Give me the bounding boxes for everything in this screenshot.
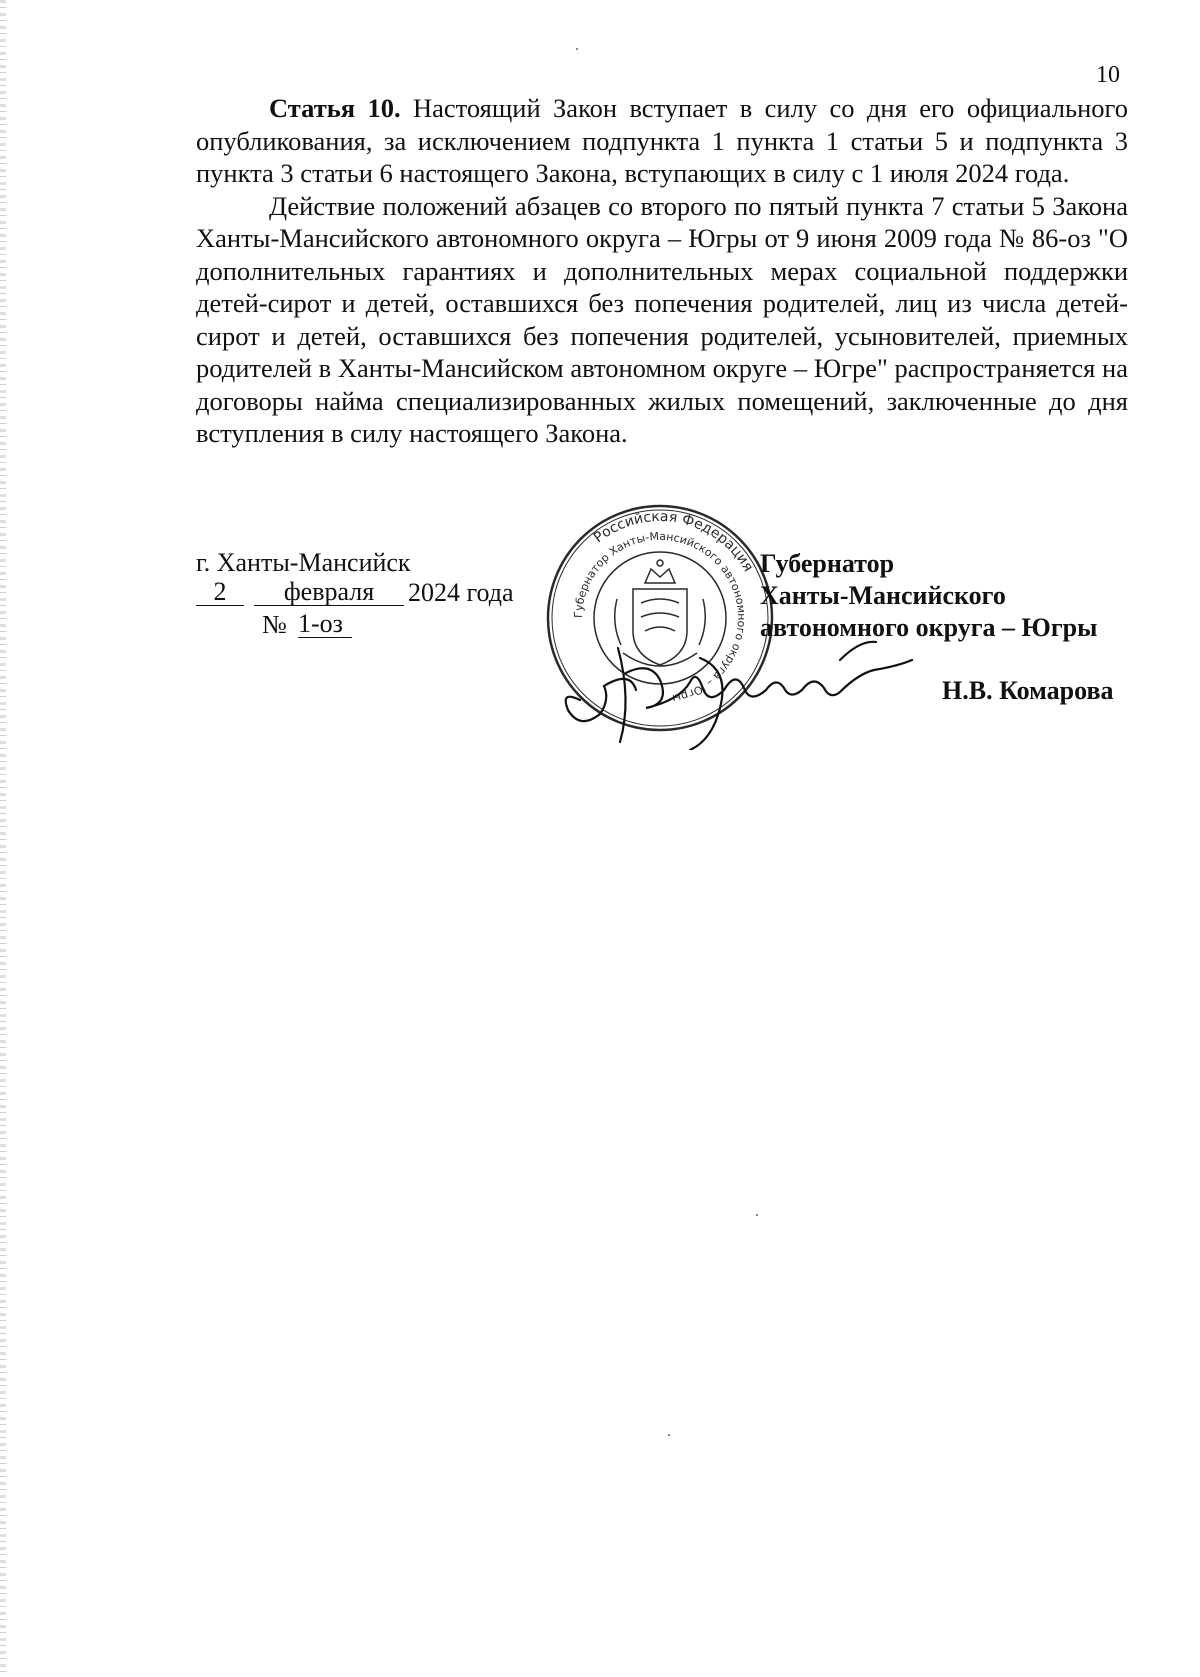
scan-speck xyxy=(576,48,578,50)
governor-signature xyxy=(540,630,930,750)
date-year: 2024 года xyxy=(408,578,514,607)
date-day: 2 xyxy=(196,578,244,606)
governor-title-line: автономного округа – Югры xyxy=(760,613,1098,642)
governor-title-line: Губернатор xyxy=(760,549,895,578)
number-value: 1-оз xyxy=(298,610,352,638)
article-paragraph xyxy=(196,92,1128,190)
document-body xyxy=(196,92,1128,450)
signing-date xyxy=(196,578,536,612)
article-text: Настоящий Закон вступает в силу со дня его официального опубликования, за исключением подпункта 1 пункта 1 статьи 5 и подпункта 3 пункта 3 статьи 6 настоящего Закона, вступающих в силу с 1 июля 2024 года. xyxy=(196,93,1128,188)
governor-title-line: Ханты-Мансийского xyxy=(760,581,1006,610)
effect-paragraph: Действие положений абзацев со второго по пятый пункта 7 статьи 5 Закона Ханты-Мансийского автономного округа – Югры от 9 июня 2009 года № 86-оз "О дополнительных гарантиях и дополнительных мерах социальной поддержки детей-сирот и детей, оставшихся без попечения родителей, лиц из числа детей-сирот и детей, оставшихся без попечения родителей, усыновителей, приемных родителей в Ханты-Мансийском автономном округе – Югре" распространяется на договоры найма специализированных жилых помещений, заключенные до дня вступления в силу настоящего Закона. xyxy=(196,190,1128,448)
governor-title xyxy=(760,548,1097,644)
signing-place: г. Ханты-Мансийск xyxy=(196,548,411,577)
scan-edge xyxy=(0,0,6,1677)
article-heading: Статья 10. xyxy=(269,93,401,123)
date-month: февраля xyxy=(254,578,404,606)
seal-inner-text: Губернатор Ханты-Мансийского автономного округа – Югры xyxy=(571,529,749,706)
scan-speck xyxy=(756,1214,758,1216)
seal-outer-text: Российская Федерация xyxy=(590,508,757,575)
scan-speck xyxy=(668,1434,670,1436)
page-number: 10 xyxy=(1096,62,1120,88)
governor-name: Н.В. Комарова xyxy=(942,676,1114,705)
number-sign: № xyxy=(262,610,287,639)
